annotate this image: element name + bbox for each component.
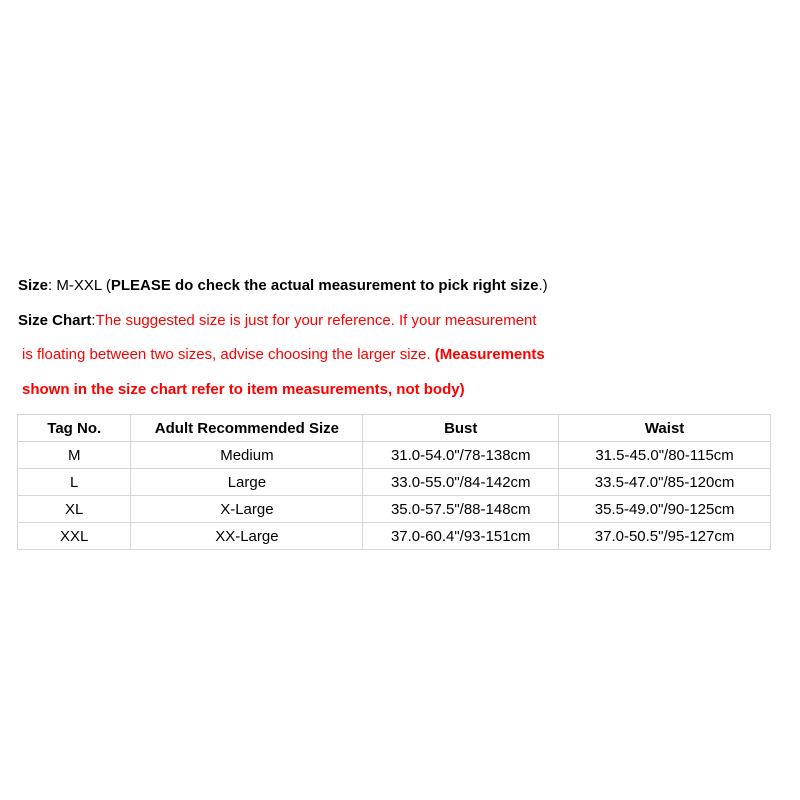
cell-tag: XL — [18, 496, 131, 523]
cell-bust: 35.0-57.5"/88-148cm — [363, 496, 559, 523]
cell-size: X-Large — [131, 496, 363, 523]
table-row — [18, 442, 771, 469]
cell-waist: 37.0-50.5"/95-127cm — [559, 523, 771, 550]
table-header-row — [18, 415, 771, 442]
cell-waist: 35.5-49.0"/90-125cm — [559, 496, 771, 523]
size-range-value: M-XXL ( — [56, 277, 111, 294]
cell-waist: 33.5-47.0"/85-120cm — [559, 469, 771, 496]
cell-waist: 31.5-45.0"/80-115cm — [559, 442, 771, 469]
size-label: Size — [18, 277, 49, 294]
size-chart-note-bold-1: (Measurements — [434, 346, 545, 363]
table-row — [18, 469, 771, 496]
size-chart-label: Size Chart — [18, 312, 92, 329]
size-line-end: .) — [538, 277, 548, 294]
size-emphasis: PLEASE — [110, 277, 171, 294]
header-bust: Bust — [363, 415, 559, 442]
size-chart-note-line-2 — [22, 346, 545, 364]
size-chart-colon: : — [91, 312, 96, 329]
size-chart-note-1: The suggested size is just for your reference. If your measurement — [95, 312, 537, 329]
cell-size: XX-Large — [131, 523, 363, 550]
header-waist: Waist — [559, 415, 771, 442]
cell-tag: L — [18, 469, 131, 496]
cell-bust: 33.0-55.0"/84-142cm — [363, 469, 559, 496]
cell-tag: XXL — [18, 523, 131, 550]
size-chart-line — [18, 312, 537, 330]
size-range-line — [18, 277, 548, 295]
cell-size: Medium — [131, 442, 363, 469]
size-chart-note-line-3 — [22, 381, 465, 399]
table-row — [18, 496, 771, 523]
table-row — [18, 523, 771, 550]
cell-tag: M — [18, 442, 131, 469]
size-chart-note-2: is floating between two sizes, advise choosing the larger size. — [22, 346, 435, 363]
size-instruction: do check the actual measurement to pick right size — [170, 277, 539, 294]
size-chart-note-bold-2: shown in the size chart refer to item measurements, not body) — [22, 381, 465, 398]
header-tag-no: Tag No. — [18, 415, 131, 442]
header-adult-size: Adult Recommended Size — [131, 415, 363, 442]
cell-size: Large — [131, 469, 363, 496]
cell-bust: 31.0-54.0"/78-138cm — [363, 442, 559, 469]
size-table — [17, 414, 771, 550]
size-colon: : — [48, 277, 57, 294]
cell-bust: 37.0-60.4"/93-151cm — [363, 523, 559, 550]
